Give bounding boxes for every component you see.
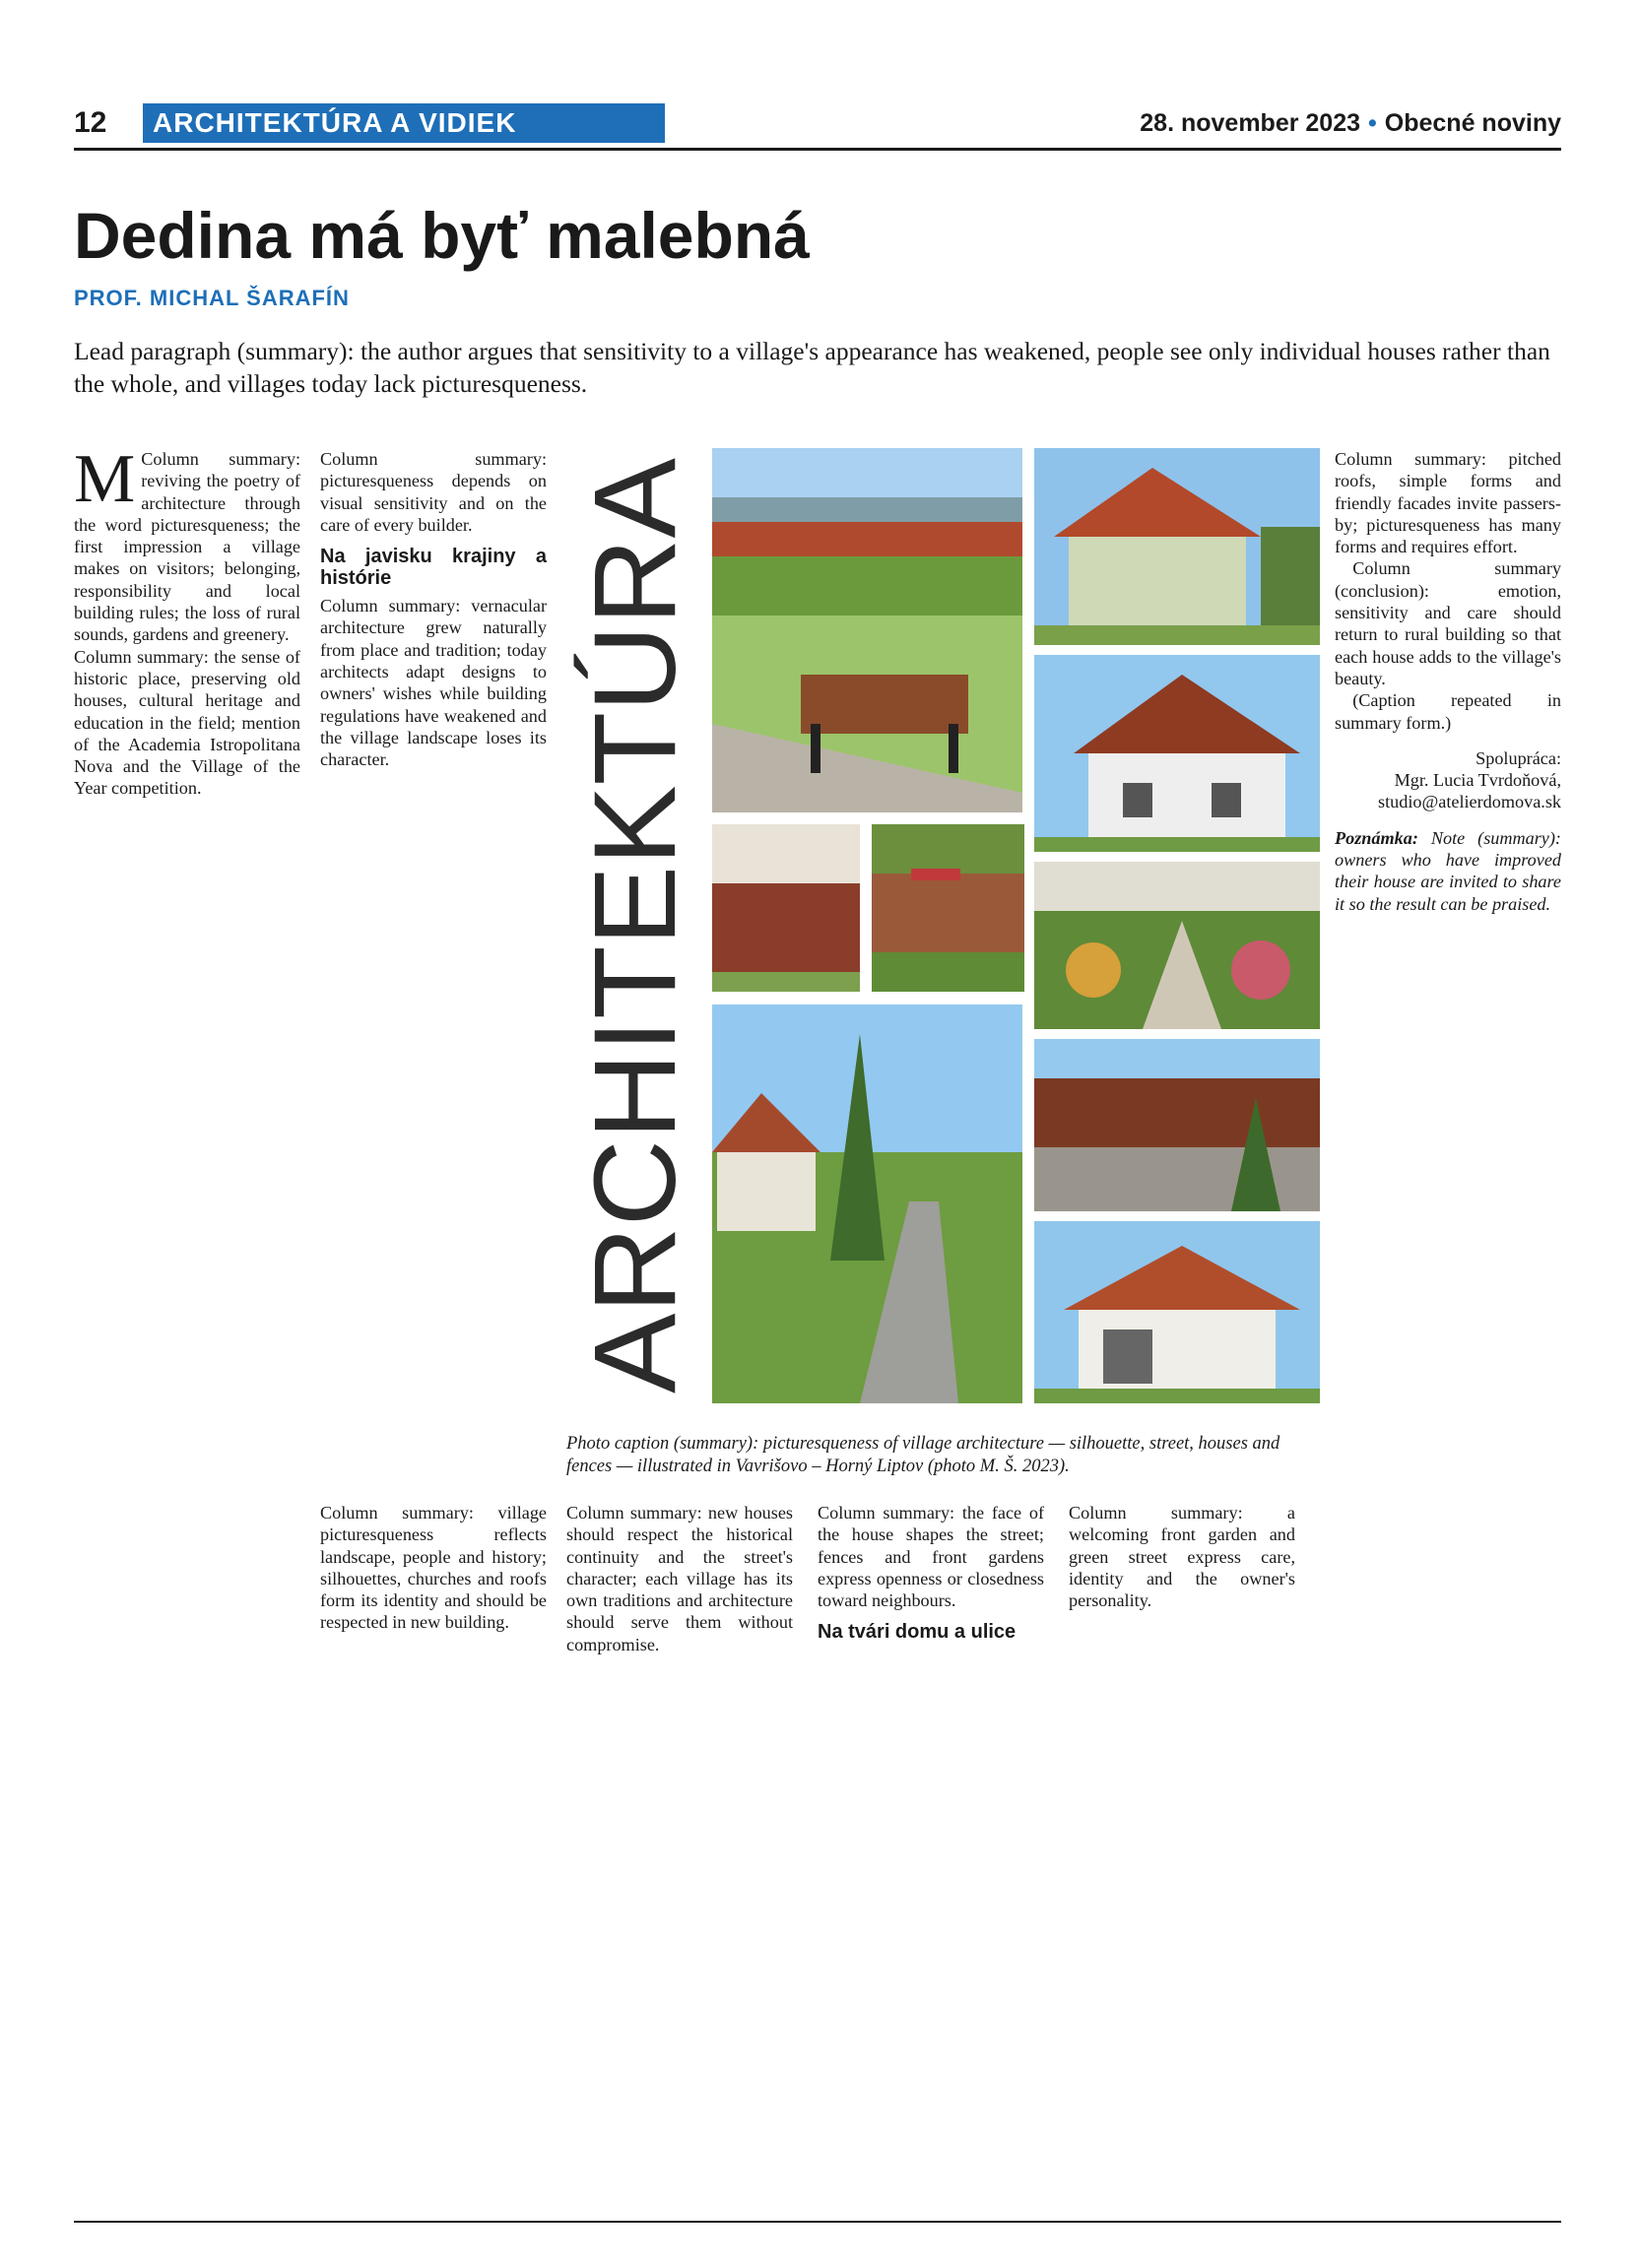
collaboration-email: studio@atelierdomova.sk (1378, 792, 1561, 812)
body-text-1b: Column summary: the sense of historic place, preserving old houses, cultural heritage and education in the field; mention of the Academia Istropolitana Nova and the Village of the Year competition. (74, 646, 300, 799)
photo-white-house (1034, 655, 1320, 852)
photo-wooden-fence-1 (712, 824, 860, 992)
photo-wooden-fence-2 (872, 824, 1024, 992)
body-text-4-top: Column summary: the face of the house shapes the street; fences and front gardens express openness or closedness toward neighbours. (818, 1503, 1044, 1611)
photo-house-garage (1034, 1221, 1320, 1403)
article-title: Dedina má byť malebná (74, 199, 810, 272)
body-text-2b: Column summary: vernacular architecture grew naturally from place and tradition; today architects adapt designs to owners' wishes while building regulations have weakened and the village landscape loses its character. (320, 596, 547, 770)
subheading-2: Na tvári domu a ulice (818, 1621, 1017, 1644)
photo-collage (566, 448, 1320, 1403)
body-column-4 (818, 1502, 1044, 1649)
publication-name: Obecné noviny (1384, 109, 1561, 137)
svg-text:ARCHITEKTÚRA: ARCHITEKTÚRA (570, 489, 700, 1393)
body-text-2: Column summary: picturesqueness depends on visual sensitivity and on the care of every builder. (320, 449, 547, 535)
photo-house-green (1034, 448, 1320, 645)
editor-note (1335, 827, 1561, 915)
separator-dot: • (1368, 109, 1377, 137)
photo-village-street (712, 1004, 1022, 1403)
caption-repeat: (Caption repeated in summary form.) (1335, 690, 1561, 733)
article-lead: Lead paragraph (summary): the author argues that sensitivity to a village's appearance has weakened, people see only individual houses rather than the whole, and villages today lack picturesqueness. (74, 337, 1550, 398)
issue-date: 28. november 2023 (1140, 109, 1361, 137)
collaboration-credits (1335, 747, 1561, 813)
body-column-1 (74, 441, 300, 800)
body-text-5b: Column summary (conclusion): emotion, sensitivity and care should return to rural building so that each house adds to the village's beauty. (1335, 558, 1561, 688)
note-text: Note (summary): owners who have improved their house are invited to share it so the result can be praised. (1335, 827, 1561, 914)
collaboration-label: Spolupráca: (1476, 747, 1561, 768)
photo-bench-village (712, 448, 1022, 812)
body-column-2 (320, 448, 547, 771)
photo-garden-path (1034, 862, 1320, 1029)
body-text-3: Column summary: new houses should respect the historical continuity and the street's character; each village has its own traditions and architecture should serve them without compromise. (566, 1503, 793, 1654)
drop-cap: M (74, 441, 136, 517)
photo-stone-fence (1034, 1039, 1320, 1211)
vertical-title-graphic (566, 448, 704, 1403)
body-column-2-lower (320, 1502, 547, 1634)
body-column-3 (566, 1502, 793, 1655)
body-text-5: Column summary: pitched roofs, simple forms and friendly facades invite passers-by; picturesqueness has many forms and requires effort. (1335, 449, 1561, 557)
subheading-1: Na javisku krajiny a histórie (320, 546, 547, 590)
body-text-2c: Column summary: village picturesqueness reflects landscape, people and history; silhouettes, churches and roofs form its identity and should be respected in new building. (320, 1503, 547, 1633)
issue-info (1140, 103, 1561, 143)
page-number: 12 (74, 106, 107, 139)
body-text-1: Column summary: reviving the poetry of architecture through the word picturesqueness; the first impression a village makes on visitors; belonging, responsibility and local building rules; the loss of rural sounds, gardens and greenery. (74, 449, 300, 645)
note-label: Poznámka: (1335, 827, 1418, 848)
header-rule (74, 148, 1561, 151)
section-label: ARCHITEKTÚRA A VIDIEK (143, 103, 665, 143)
collaboration-name: Mgr. Lucia Tvrdoňová, (1394, 770, 1561, 791)
footer-rule (74, 2221, 1561, 2223)
body-text-4: Column summary: a welcoming front garden and green street express care, identity and the owner's personality. (1069, 1503, 1295, 1611)
article-author: PROF. MICHAL ŠARAFÍN (74, 286, 350, 310)
photo-caption: Photo caption (summary): picturesqueness of village architecture — silhouette, street, houses and fences — illustrated in Vavrišovo – Horný Liptov (photo M. Š. 2023). (566, 1434, 1280, 1476)
page-header (74, 103, 1561, 143)
body-column-5 (1069, 1502, 1295, 1611)
body-column-6 (1335, 448, 1561, 915)
